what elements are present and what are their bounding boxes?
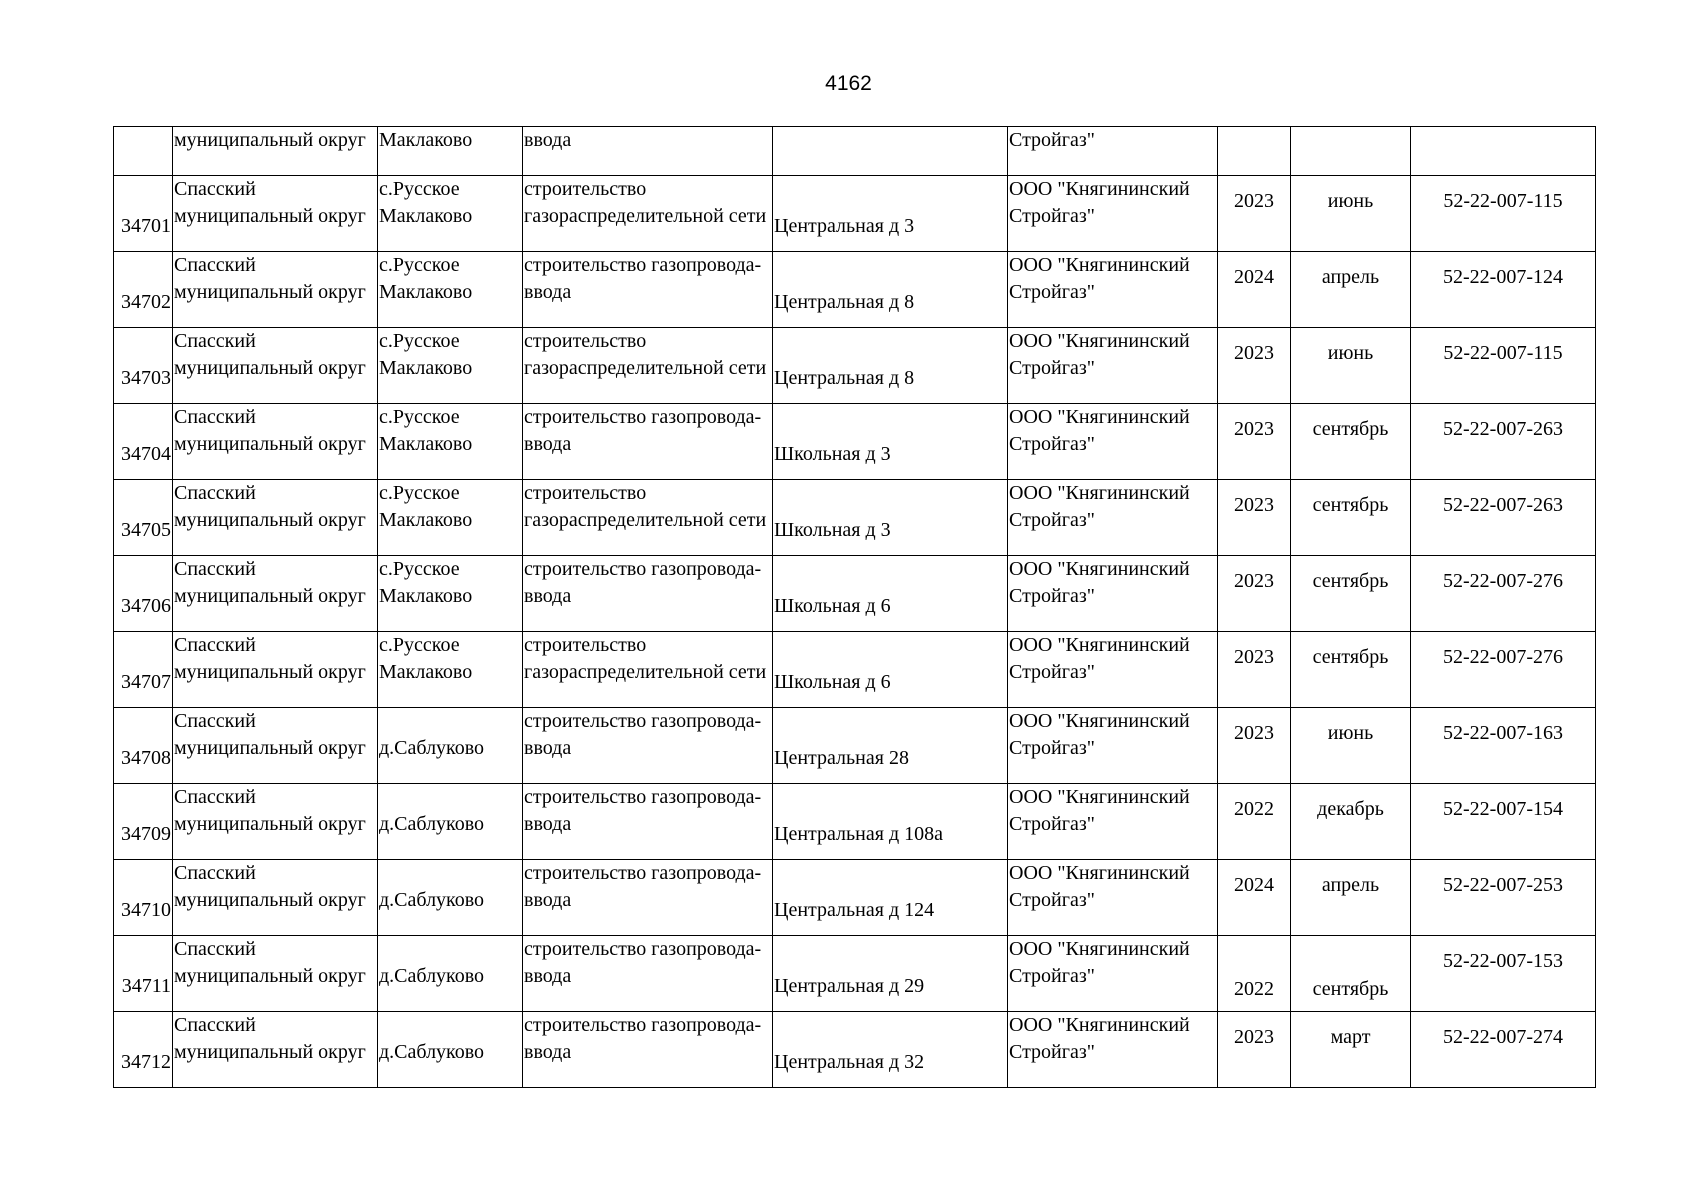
work-line-1: строительство (524, 634, 647, 656)
cell-place (378, 404, 523, 480)
district-line-1: Спасский (174, 1014, 256, 1036)
table-row (114, 632, 1596, 708)
cell-work (523, 404, 773, 480)
cell-month (1291, 556, 1411, 632)
address-text: Школьная д 6 (774, 671, 891, 693)
cell-year (1218, 252, 1291, 328)
contractor-line-2: Стройгаз" (1009, 357, 1095, 379)
district-line-1: Спасский (174, 406, 256, 428)
row-number: 34712 (121, 1051, 171, 1073)
table-body (114, 127, 1596, 1088)
place-line-2: д.Саблуково (379, 889, 485, 911)
contractor-line-2: Стройгаз" (1009, 737, 1095, 759)
cell-place (378, 936, 523, 1012)
cell-address (773, 936, 1008, 1012)
cell-month (1291, 328, 1411, 404)
cell-num (114, 480, 173, 556)
work-line-2: ввода (524, 1041, 572, 1063)
district-line-2: муниципальный округ (174, 509, 366, 531)
work-line-1: строительство газопровода- (524, 254, 762, 276)
cell-place (378, 328, 523, 404)
row-number: 34710 (121, 899, 171, 921)
district-line-1: Спасский (174, 938, 256, 960)
cell-address (773, 708, 1008, 784)
place-line-2: Маклаково (379, 509, 473, 531)
place-line-1: с.Русское (379, 254, 460, 276)
cell-contractor (1008, 480, 1218, 556)
year-text: 2024 (1234, 874, 1274, 896)
table-row (114, 936, 1596, 1012)
place-line-1 (379, 1012, 521, 1039)
code-text: 52-22-007-124 (1443, 266, 1563, 288)
cell-work (523, 252, 773, 328)
month-text: июнь (1327, 722, 1374, 744)
row-number: 34707 (121, 671, 171, 693)
month-text: сентябрь (1312, 494, 1389, 516)
month-text: июнь (1327, 190, 1374, 212)
cell-work (523, 176, 773, 252)
cell-district (173, 632, 378, 708)
cell-code (1411, 404, 1596, 480)
cell-year (1218, 708, 1291, 784)
work-line-2: газораспределительной сети (524, 661, 767, 683)
place-line-1: с.Русское (379, 482, 460, 504)
cell-place (378, 632, 523, 708)
cell-month (1291, 252, 1411, 328)
place-line-2: Маклаково (379, 585, 473, 607)
cell-contractor: Стройгаз" (1008, 127, 1218, 176)
address-text: Школьная д 3 (774, 519, 891, 541)
cell-address (773, 860, 1008, 936)
address-text: Центральная д 124 (774, 899, 935, 921)
contractor-line-1: ООО "Княгининский (1009, 786, 1190, 808)
cell-place (378, 556, 523, 632)
table-row (114, 176, 1596, 252)
place-line-1: с.Русское (379, 330, 460, 352)
year-text: 2023 (1234, 646, 1274, 668)
cell-num (114, 328, 173, 404)
cell-address (773, 127, 1008, 176)
contractor-line-1: ООО "Княгининский (1009, 634, 1190, 656)
district-line-1: Спасский (174, 786, 256, 808)
table-row (114, 860, 1596, 936)
work-line-1: строительство газопровода- (524, 786, 762, 808)
cell-contractor (1008, 328, 1218, 404)
cell-year (1218, 404, 1291, 480)
cell-address (773, 632, 1008, 708)
contractor-line-2: Стройгаз" (1009, 281, 1095, 303)
code-text: 52-22-007-115 (1443, 190, 1563, 212)
cell-code (1411, 127, 1596, 176)
address-text: Центральная д 29 (774, 975, 925, 997)
place-line-2: д.Саблуково (379, 813, 485, 835)
place-line-1 (379, 784, 521, 811)
address-text: Школьная д 3 (774, 443, 891, 465)
cell-place (378, 176, 523, 252)
cell-address (773, 404, 1008, 480)
cell-contractor (1008, 404, 1218, 480)
cell-place: Маклаково (378, 127, 523, 176)
table-row (114, 1012, 1596, 1088)
address-text: Школьная д 6 (774, 595, 891, 617)
year-text: 2022 (1234, 798, 1274, 820)
cell-contractor (1008, 252, 1218, 328)
row-number: 34706 (121, 595, 171, 617)
table-row (114, 556, 1596, 632)
cell-num (114, 860, 173, 936)
contractor-line-2: Стройгаз" (1009, 889, 1095, 911)
cell-address (773, 252, 1008, 328)
cell-month (1291, 860, 1411, 936)
address-text: Центральная д 108а (774, 823, 943, 845)
district-line-1: Спасский (174, 482, 256, 504)
year-text: 2024 (1234, 266, 1274, 288)
row-number: 34709 (121, 823, 171, 845)
work-line-1: строительство газопровода- (524, 406, 762, 428)
cell-code (1411, 252, 1596, 328)
cell-place (378, 1012, 523, 1088)
code-text: 52-22-007-163 (1443, 722, 1563, 744)
work-line-2: газораспределительной сети (524, 205, 767, 227)
month-text: апрель (1321, 874, 1380, 896)
cell-year (1218, 784, 1291, 860)
code-text: 52-22-007-263 (1443, 418, 1563, 440)
cell-district (173, 936, 378, 1012)
work-line-1: строительство (524, 482, 647, 504)
cell-code (1411, 176, 1596, 252)
place-line-2: д.Саблуково (379, 965, 485, 987)
cell-work (523, 708, 773, 784)
code-text: 52-22-007-115 (1443, 342, 1563, 364)
cell-contractor (1008, 860, 1218, 936)
cell-work (523, 328, 773, 404)
cell-address (773, 480, 1008, 556)
cell-work (523, 860, 773, 936)
cell-district (173, 252, 378, 328)
year-text: 2022 (1234, 978, 1274, 1000)
cell-address (773, 328, 1008, 404)
work-line-2: ввода (524, 585, 572, 607)
cell-place (378, 860, 523, 936)
place-line-1 (379, 860, 521, 887)
district-line-2: муниципальный округ (174, 965, 366, 987)
code-text: 52-22-007-274 (1443, 1026, 1563, 1048)
cell-place (378, 480, 523, 556)
place-line-1: с.Русское (379, 558, 460, 580)
district-line-2: муниципальный округ (174, 585, 366, 607)
cell-work: ввода (523, 127, 773, 176)
place-line-1 (379, 936, 521, 963)
cell-num (114, 936, 173, 1012)
district-line-2: муниципальный округ (174, 813, 366, 835)
district-line-2: муниципальный округ (174, 661, 366, 683)
work-line-2: ввода (524, 813, 572, 835)
cell-year (1218, 556, 1291, 632)
cell-month (1291, 708, 1411, 784)
cell-year (1218, 328, 1291, 404)
contractor-line-2: Стройгаз" (1009, 585, 1095, 607)
place-line-1: с.Русское (379, 178, 460, 200)
work-line-1: строительство (524, 330, 647, 352)
cell-district (173, 708, 378, 784)
year-text: 2023 (1234, 342, 1274, 364)
month-text: апрель (1321, 266, 1380, 288)
cell-year (1218, 127, 1291, 176)
year-text: 2023 (1234, 190, 1274, 212)
cell-contractor (1008, 1012, 1218, 1088)
contractor-line-1: ООО "Княгининский (1009, 558, 1190, 580)
month-text: декабрь (1317, 798, 1384, 820)
place-line-2: Маклаково (379, 661, 473, 683)
work-line-1: строительство газопровода- (524, 938, 762, 960)
contractor-line-2: Стройгаз" (1009, 661, 1095, 683)
code-text: 52-22-007-276 (1443, 570, 1563, 592)
contractor-line-2: Стройгаз" (1009, 965, 1095, 987)
cell-district (173, 556, 378, 632)
district-line-2: муниципальный округ (174, 889, 366, 911)
work-line-1: строительство газопровода- (524, 710, 762, 732)
cell-work (523, 784, 773, 860)
cell-code (1411, 936, 1596, 1012)
cell-year (1218, 860, 1291, 936)
cell-num (114, 708, 173, 784)
page-number: 4162 (825, 72, 872, 95)
district-line-2: муниципальный округ (174, 205, 366, 227)
address-text: Центральная д 8 (774, 367, 915, 389)
contractor-line-2: Стройгаз" (1009, 205, 1095, 227)
table-row (114, 480, 1596, 556)
work-line-1: строительство газопровода- (524, 862, 762, 884)
cell-district (173, 404, 378, 480)
year-text: 2023 (1234, 722, 1274, 744)
cell-num (114, 1012, 173, 1088)
contractor-line-1: ООО "Княгининский (1009, 482, 1190, 504)
cell-year (1218, 480, 1291, 556)
district-line-1: Спасский (174, 710, 256, 732)
cell-address (773, 784, 1008, 860)
registry-table (113, 126, 1596, 1088)
cell-contractor (1008, 176, 1218, 252)
district-line-2: муниципальный округ (174, 1041, 366, 1063)
district-line-2: муниципальный округ (174, 737, 366, 759)
district-line-1: Спасский (174, 178, 256, 200)
contractor-line-1: ООО "Княгининский (1009, 406, 1190, 428)
contractor-line-1: ООО "Княгининский (1009, 862, 1190, 884)
year-text: 2023 (1234, 570, 1274, 592)
work-line-2: ввода (524, 889, 572, 911)
place-line-1 (379, 708, 521, 735)
cell-code (1411, 632, 1596, 708)
place-line-2: Маклаково (379, 357, 473, 379)
row-number: 34702 (121, 291, 171, 313)
cell-work (523, 632, 773, 708)
row-number: 34711 (121, 975, 171, 997)
cell-code (1411, 784, 1596, 860)
month-text: март (1330, 1026, 1371, 1048)
cell-code (1411, 1012, 1596, 1088)
work-line-1: строительство газопровода- (524, 558, 762, 580)
cell-month (1291, 404, 1411, 480)
district-line-2: муниципальный округ (174, 357, 366, 379)
code-text: 52-22-007-154 (1443, 798, 1563, 820)
place-line-2: д.Саблуково (379, 737, 485, 759)
address-text: Центральная д 3 (774, 215, 915, 237)
table-row (114, 784, 1596, 860)
code-text: 52-22-007-253 (1443, 874, 1563, 896)
table-row (114, 404, 1596, 480)
table-row-continued (114, 127, 1596, 176)
contractor-line-1: ООО "Княгининский (1009, 938, 1190, 960)
cell-address (773, 176, 1008, 252)
cell-num (114, 632, 173, 708)
cell-code (1411, 328, 1596, 404)
month-text: сентябрь (1312, 418, 1389, 440)
cell-place (378, 708, 523, 784)
cell-code (1411, 860, 1596, 936)
contractor-line-2: Стройгаз" (1009, 1041, 1095, 1063)
row-number: 34704 (121, 443, 171, 465)
month-text: сентябрь (1312, 978, 1389, 1000)
row-number: 34703 (121, 367, 171, 389)
cell-year (1218, 632, 1291, 708)
month-text: сентябрь (1312, 646, 1389, 668)
cell-district (173, 176, 378, 252)
contractor-line-1: ООО "Княгининский (1009, 1014, 1190, 1036)
table-row (114, 708, 1596, 784)
cell-num (114, 404, 173, 480)
place-line-2: Маклаково (379, 281, 473, 303)
cell-num (114, 784, 173, 860)
district-line-1: Спасский (174, 330, 256, 352)
cell-address (773, 556, 1008, 632)
district-line-2: муниципальный округ (174, 281, 366, 303)
contractor-line-1: ООО "Княгининский (1009, 710, 1190, 732)
contractor-line-2: Стройгаз" (1009, 813, 1095, 835)
cell-num (114, 127, 173, 176)
cell-year (1218, 1012, 1291, 1088)
cell-month (1291, 784, 1411, 860)
cell-district (173, 860, 378, 936)
year-text: 2023 (1234, 494, 1274, 516)
contractor-line-1: ООО "Княгининский (1009, 254, 1190, 276)
place-line-2: Маклаково (379, 433, 473, 455)
cell-work (523, 936, 773, 1012)
district-line-2: муниципальный округ (174, 433, 366, 455)
cell-year (1218, 936, 1291, 1012)
cell-num (114, 556, 173, 632)
work-line-2: газораспределительной сети (524, 357, 767, 379)
cell-district (173, 1012, 378, 1088)
cell-contractor (1008, 632, 1218, 708)
district-line-1: Спасский (174, 634, 256, 656)
cell-code (1411, 556, 1596, 632)
work-line-2: ввода (524, 737, 572, 759)
cell-district (173, 328, 378, 404)
month-text: сентябрь (1312, 570, 1389, 592)
cell-contractor (1008, 556, 1218, 632)
cell-place (378, 784, 523, 860)
cell-month (1291, 127, 1411, 176)
table-row (114, 252, 1596, 328)
month-text: июнь (1327, 342, 1374, 364)
cell-code (1411, 480, 1596, 556)
work-line-2: ввода (524, 965, 572, 987)
cell-district (173, 480, 378, 556)
code-text: 52-22-007-263 (1443, 494, 1563, 516)
contractor-line-2: Стройгаз" (1009, 509, 1095, 531)
row-number: 34708 (121, 747, 171, 769)
cell-month (1291, 632, 1411, 708)
year-text: 2023 (1234, 1026, 1274, 1048)
address-text: Центральная д 32 (774, 1051, 925, 1073)
address-text: Центральная д 8 (774, 291, 915, 313)
cell-district (173, 784, 378, 860)
cell-num (114, 176, 173, 252)
cell-month (1291, 480, 1411, 556)
cell-address (773, 1012, 1008, 1088)
cell-contractor (1008, 936, 1218, 1012)
place-line-1: с.Русское (379, 634, 460, 656)
work-line-1: строительство (524, 178, 647, 200)
contractor-line-1: ООО "Княгининский (1009, 330, 1190, 352)
place-line-2: д.Саблуково (379, 1041, 485, 1063)
cell-month (1291, 176, 1411, 252)
cell-work (523, 1012, 773, 1088)
district-line-1: Спасский (174, 558, 256, 580)
work-line-2: газораспределительной сети (524, 509, 767, 531)
cell-work (523, 556, 773, 632)
code-text: 52-22-007-276 (1443, 646, 1563, 668)
code-text: 52-22-007-153 (1443, 950, 1563, 972)
district-line-1: Спасский (174, 254, 256, 276)
cell-work (523, 480, 773, 556)
cell-year (1218, 176, 1291, 252)
row-number: 34705 (121, 519, 171, 541)
place-line-1: с.Русское (379, 406, 460, 428)
cell-code (1411, 708, 1596, 784)
contractor-line-1: ООО "Княгининский (1009, 178, 1190, 200)
work-line-1: строительство газопровода- (524, 1014, 762, 1036)
place-line-2: Маклаково (379, 205, 473, 227)
district-line-1: Спасский (174, 862, 256, 884)
cell-month (1291, 936, 1411, 1012)
address-text: Центральная 28 (774, 747, 909, 769)
work-line-2: ввода (524, 433, 572, 455)
cell-district: муниципальный округ (173, 127, 378, 176)
year-text: 2023 (1234, 418, 1274, 440)
cell-contractor (1008, 784, 1218, 860)
contractor-line-2: Стройгаз" (1009, 433, 1095, 455)
table-row (114, 328, 1596, 404)
row-number: 34701 (121, 215, 171, 237)
cell-contractor (1008, 708, 1218, 784)
work-line-2: ввода (524, 281, 572, 303)
cell-month (1291, 1012, 1411, 1088)
cell-place (378, 252, 523, 328)
cell-num (114, 252, 173, 328)
